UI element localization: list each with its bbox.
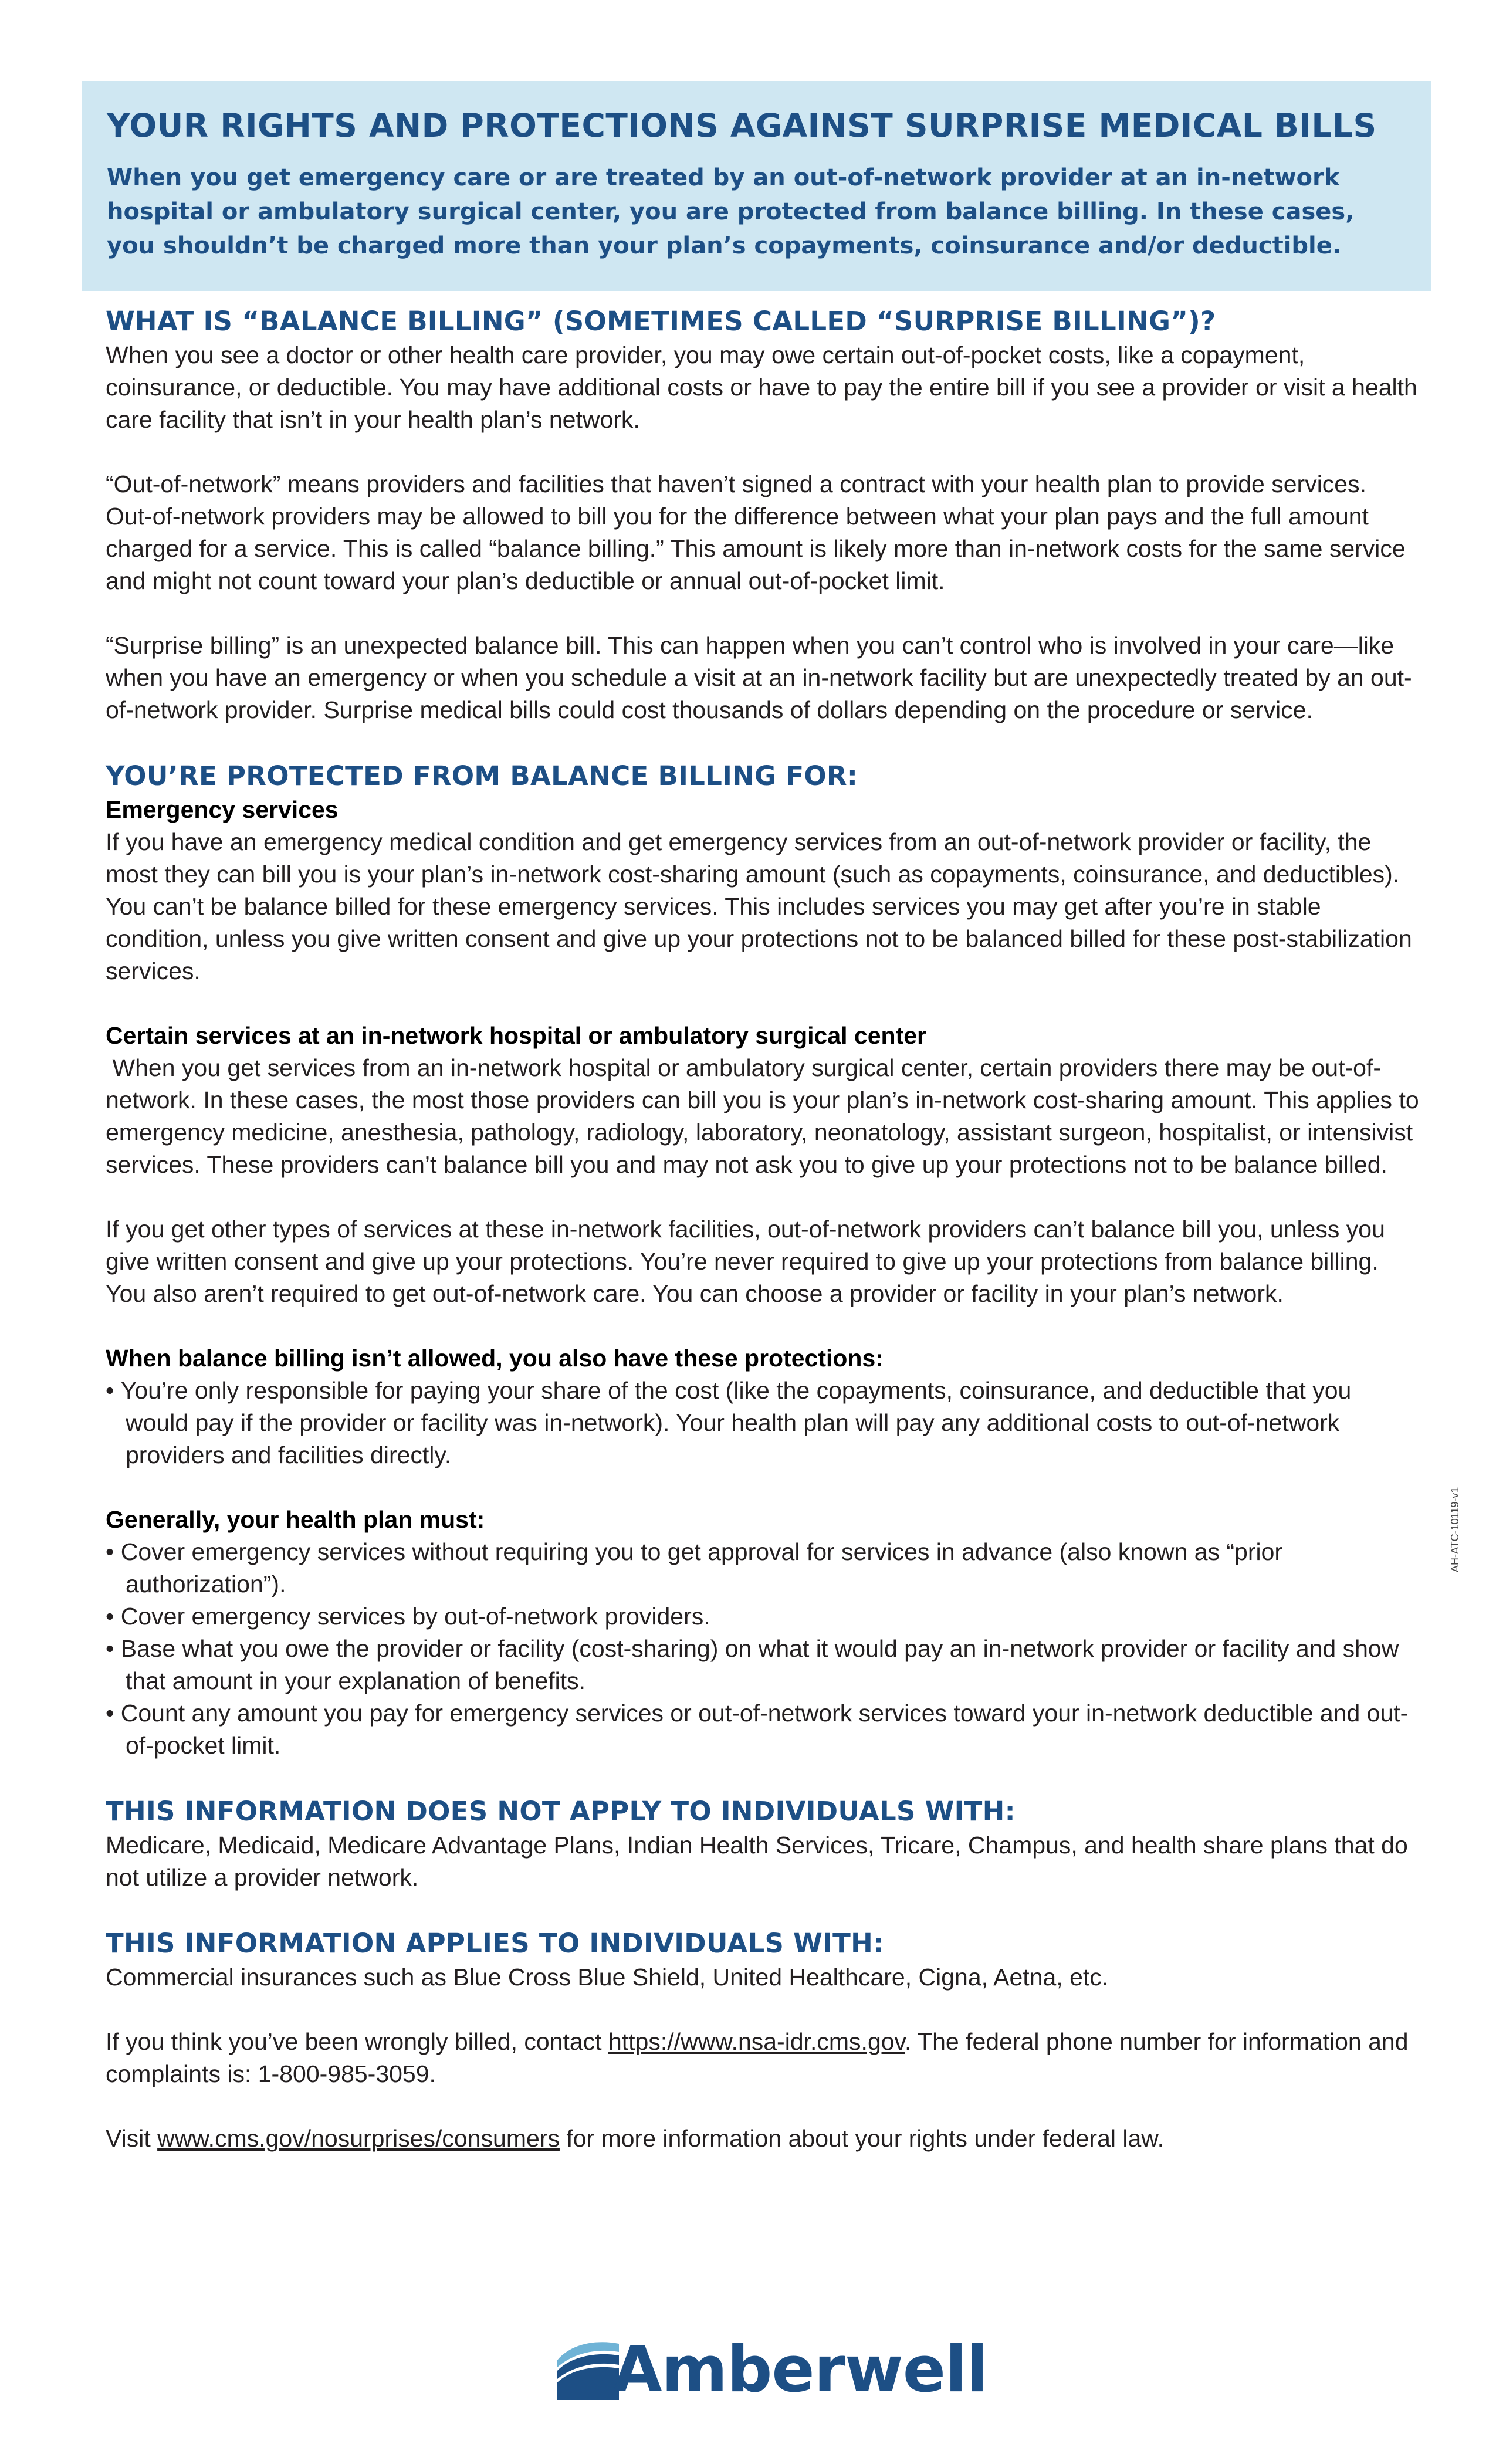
applies-heading: THIS INFORMATION APPLIES TO INDIVIDUALS WITH: [106, 1928, 884, 1959]
contact-paragraph [106, 2026, 1420, 2090]
balance-billing-paragraph-1: When you see a doctor or other health care provider, you may owe certain out-of-pocket costs, like a copayment, coinsurance, or deductible. You may have additional costs or have to pay the entire bill if you see a provider or visit a health care facility that isn’t in your health plan’s network. [106, 341, 1417, 433]
list-item: • Count any amount you pay for emergency services or out-of-network services toward your in-network deductible and out-of-pocket limit. [106, 1697, 1420, 1762]
amberwell-logo [554, 2332, 987, 2408]
certain-services-title: Certain services at an in-network hospital or ambulatory surgical center [106, 1022, 926, 1049]
balance-billing-paragraph-2: “Out-of-network” means providers and facilities that haven’t signed a contract with your health plan to provide services. Out-of-network providers may be allowed to bill you for the difference between what your plan pays and the full amount charged for a service. This is called “balance billing.” This amount is likely more than in-network costs for the same service and might not count toward your plan’s deductible or annual out-of-pocket limit. [106, 471, 1406, 594]
visit-text-after: for more information about your rights under federal law. [559, 2125, 1165, 2152]
balance-billing-section [106, 304, 1420, 726]
wave-mark-icon [554, 2337, 622, 2401]
header-banner [82, 81, 1431, 291]
contact-text-before: If you think you’ve been wrongly billed, contact [106, 2028, 608, 2055]
not-apply-text: Medicare, Medicaid, Medicare Advantage Plans, Indian Health Services, Tricare, Champus, and health share plans that do not utilize a provider network. [106, 1832, 1408, 1891]
cms-nosurprises-link[interactable]: www.cms.gov/nosurprises/consumers [157, 2125, 560, 2152]
visit-paragraph [106, 2123, 1420, 2155]
list-item: • You’re only responsible for paying your share of the cost (like the copayments, coinsurance, and deductible that you would pay if the provider or facility was in-network). Your health plan will pay any additional costs to out-of-network providers and facilities directly. [106, 1375, 1420, 1471]
brand-name: Amberwell [613, 2333, 987, 2407]
document-code: AH-ATC-10119-v1 [1449, 1487, 1461, 1572]
not-apply-heading: THIS INFORMATION DOES NOT APPLY TO INDIVIDUALS WITH: [106, 1796, 1016, 1827]
applies-text: Commercial insurances such as Blue Cross Blue Shield, United Healthcare, Cigna, Aetna, etc. [106, 1964, 1109, 1991]
main-content [106, 304, 1426, 2155]
not-allowed-title: When balance billing isn’t allowed, you also have these protections: [106, 1345, 884, 1372]
balance-billing-paragraph-3: “Surprise billing” is an unexpected balance bill. This can happen when you can’t control who is involved in your care—like when you have an emergency or when you schedule a visit at an in-network facility but are unexpectedly treated by an out-of-network provider. Surprise medical bills could cost thousands of dollars depending on the procedure or service. [106, 632, 1412, 723]
plan-must-title: Generally, your health plan must: [106, 1506, 485, 1533]
list-item: • Base what you owe the provider or facility (cost-sharing) on what it would pay an in-network provider or facility and show that amount in your explanation of benefits. [106, 1633, 1420, 1697]
list-item: • Cover emergency services without requiring you to get approval for services in advance (also known as “prior authorization”). [106, 1536, 1420, 1600]
certain-services-text: When you get services from an in-network hospital or ambulatory surgical center, certain providers there may be out-of-network. In these cases, the most those providers can bill you is your plan’s in-network cost-sharing amount. This applies to emergency medicine, anesthesia, pathology, radiology, laboratory, neonatology, assistant surgeon, hospitalist, or intensivist services. These providers can’t balance bill you and may not ask you to give up your protections not to be balance billed. [106, 1054, 1426, 1178]
protected-heading: YOU’RE PROTECTED FROM BALANCE BILLING FOR: [106, 760, 858, 791]
contact-text-after: . The federal phone number for information and complaints is: 1-800-985-3059. [106, 2028, 1409, 2087]
balance-billing-heading: WHAT IS “BALANCE BILLING” (SOMETIMES CALLED “SURPRISE BILLING”)? [106, 306, 1216, 337]
other-services-text: If you get other types of services at these in-network facilities, out-of-network providers can’t balance bill you, unless you give written consent and give up your protections. You’re never required to give up your protections from balance billing. You also aren’t required to get out-of-network care. You can choose a provider or facility in your plan’s network. [106, 1216, 1385, 1307]
applies-section [106, 1926, 1420, 2155]
nsa-idr-link[interactable]: https://www.nsa-idr.cms.gov [608, 2028, 905, 2055]
protected-section [106, 759, 1426, 1762]
not-apply-section [106, 1794, 1420, 1894]
emergency-services-text: If you have an emergency medical condition and get emergency services from an out-of-network provider or facility, the most they can bill you is your plan’s in-network cost-sharing amount (such as copayments, coinsurance, and deductibles). You can’t be balance billed for these emergency services. This includes services you may get after you’re in stable condition, unless you give written consent and give up your protections not to be balanced billed for these post-stabilization services. [106, 828, 1412, 984]
emergency-services-title: Emergency services [106, 796, 339, 823]
banner-summary: When you get emergency care or are treated by an out-of-network provider at an in-network hospital or ambulatory surgical center, you are protected from balance billing. In these cases, you shouldn’t be charged more than your plan’s copayments, coinsurance and/or deductible. [107, 164, 1355, 259]
visit-text-before: Visit [106, 2125, 158, 2152]
page-title: YOUR RIGHTS AND PROTECTIONS AGAINST SURPRISE MEDICAL BILLS [107, 107, 1377, 144]
list-item: • Cover emergency services by out-of-network providers. [106, 1600, 1420, 1633]
